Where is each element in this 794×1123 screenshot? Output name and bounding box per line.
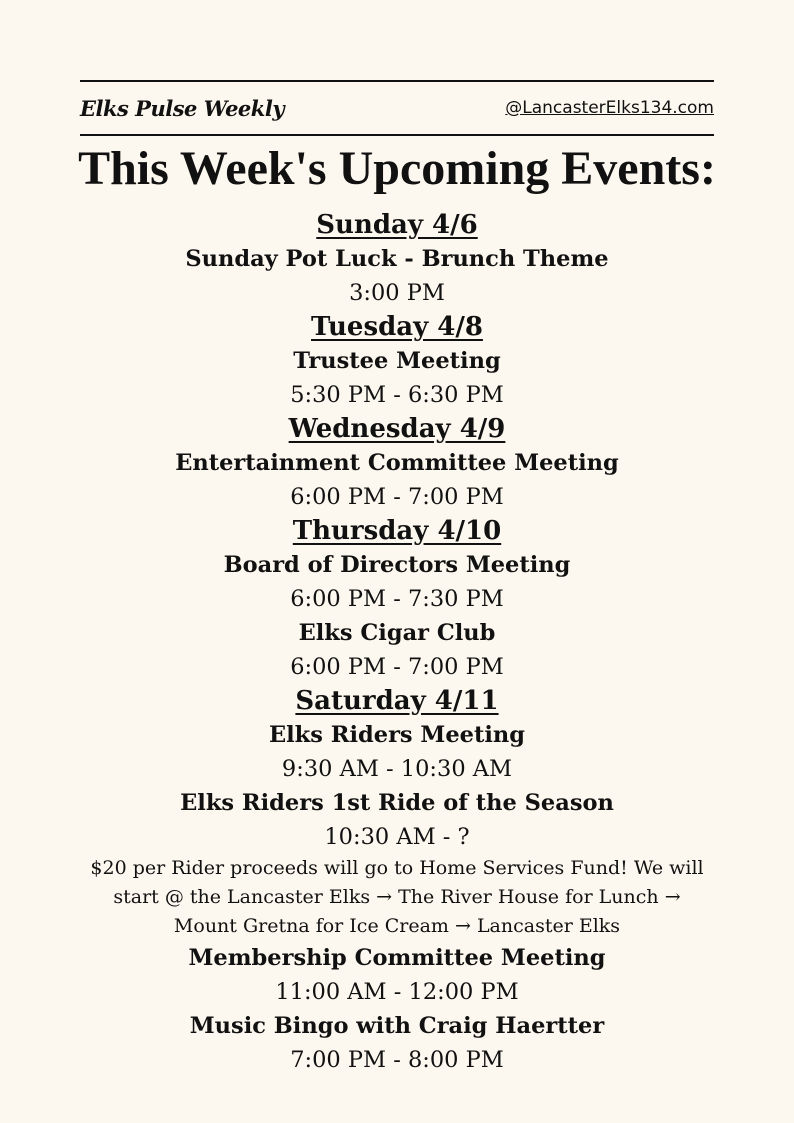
event-note: $20 per Rider proceeds will go to Home Services Fund! We will start @ the Lancaster Elks → The River House for Lunch → Mount Gretna for Ice Cream → Lancaster Elks [90,857,704,937]
day-heading-wednesday: Wednesday 4/9 [288,414,506,444]
event-name: Trustee Meeting [293,348,501,374]
event-name: Board of Directors Meeting [223,552,571,578]
page-title: This Week's Upcoming Events: [78,142,716,195]
event-name: Elks Riders 1st Ride of the Season [180,790,614,816]
event-time: 6:00 PM - 7:00 PM [290,654,504,680]
event-time: 6:00 PM - 7:00 PM [290,484,504,510]
website-link[interactable]: @LancasterElks134.com [505,98,714,118]
event-time: 11:00 AM - 12:00 PM [275,979,519,1005]
newsletter-brand: Elks Pulse Weekly [80,96,285,121]
event-time: 10:30 AM - ? [324,824,470,850]
event-name: Entertainment Committee Meeting [175,450,619,476]
day-heading-sunday: Sunday 4/6 [316,210,478,240]
day-heading-tuesday: Tuesday 4/8 [311,312,483,342]
event-time: 3:00 PM [349,280,445,306]
event-name: Music Bingo with Craig Haertter [189,1013,605,1039]
event-time: 5:30 PM - 6:30 PM [290,382,504,408]
day-heading-thursday: Thursday 4/10 [292,516,502,546]
masthead [80,80,714,136]
event-name: Elks Cigar Club [298,620,496,646]
event-time: 9:30 AM - 10:30 AM [281,756,513,782]
event-time: 6:00 PM - 7:30 PM [290,586,504,612]
event-name: Sunday Pot Luck - Brunch Theme [185,246,609,272]
event-name: Elks Riders Meeting [268,722,525,748]
event-name: Membership Committee Meeting [188,945,606,971]
day-heading-saturday: Saturday 4/11 [295,686,499,716]
events-list [80,208,714,1077]
event-time: 7:00 PM - 8:00 PM [290,1047,504,1073]
